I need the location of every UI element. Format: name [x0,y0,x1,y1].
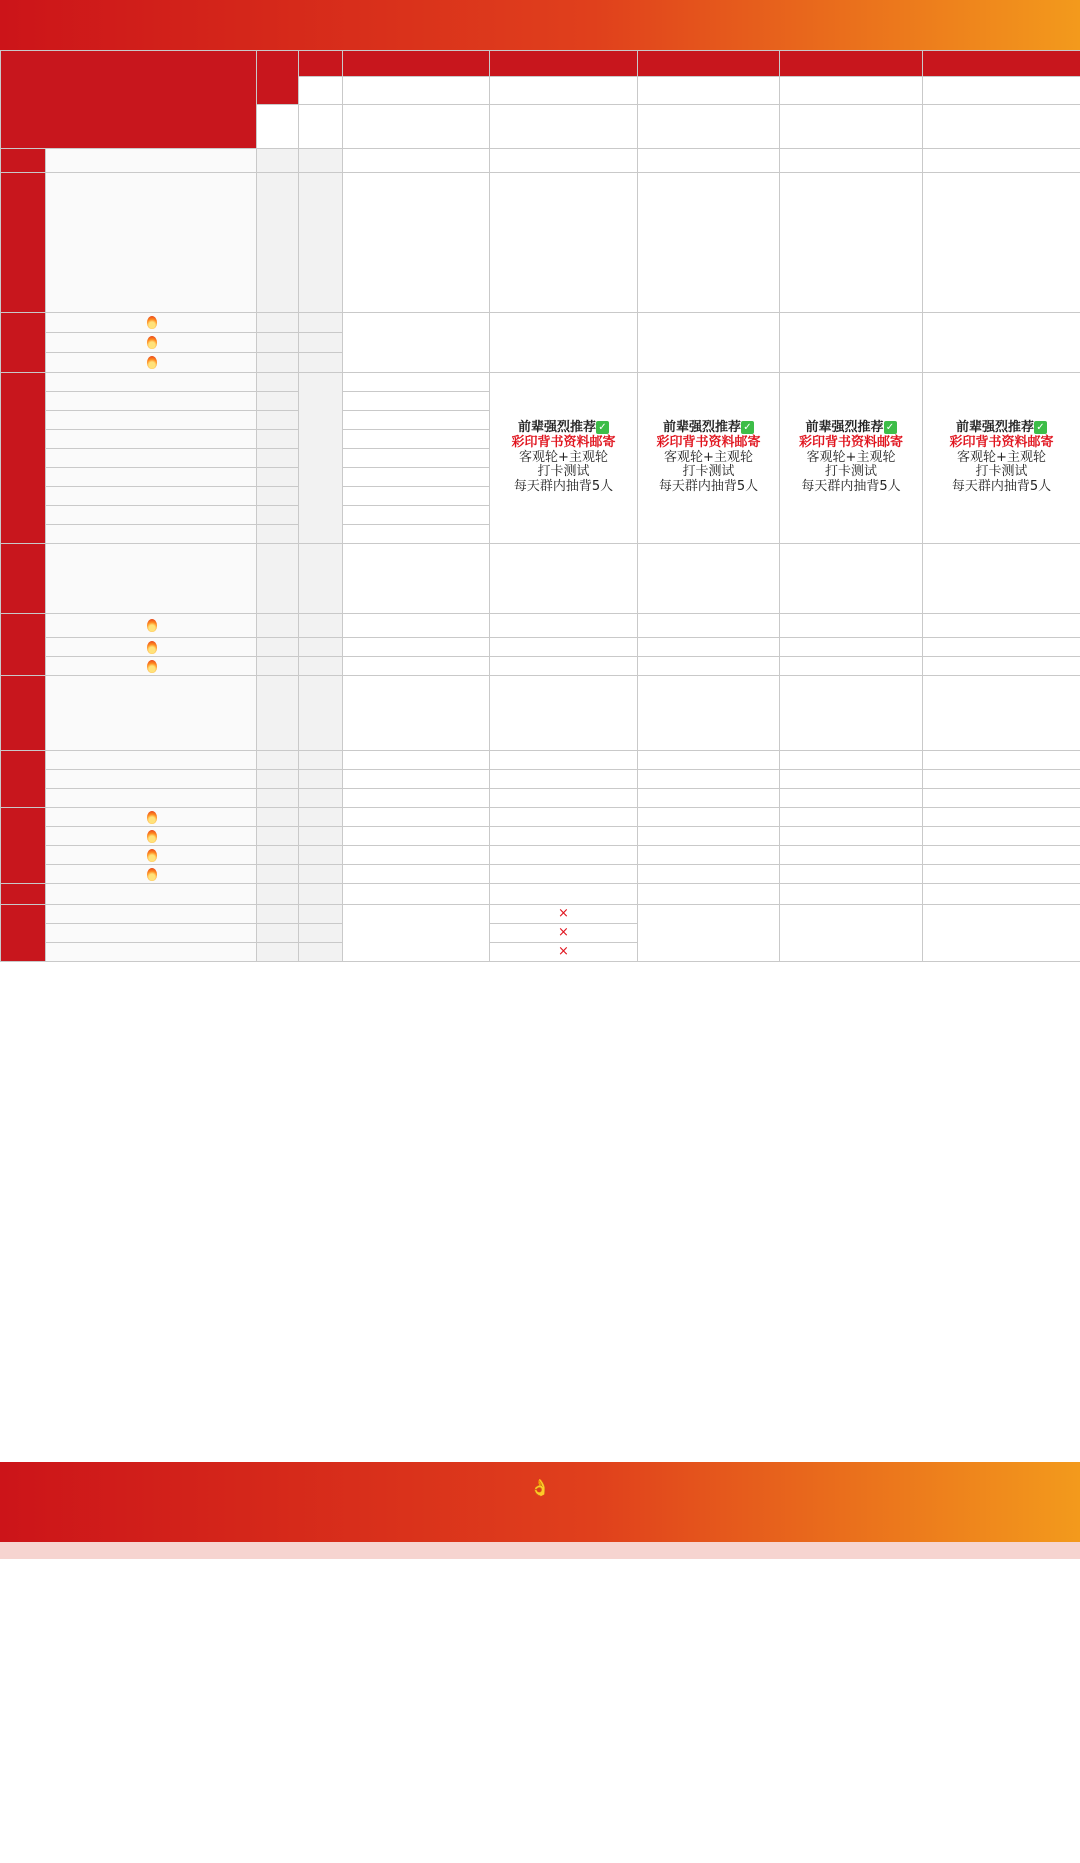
group-label [1,173,46,313]
row-price [257,411,299,430]
mark-cell [343,638,490,657]
row-name [46,676,257,751]
mark-cell [343,525,490,544]
recite-line: 前辈强烈推荐 ✓ [924,421,1079,436]
class-name-1 [343,51,490,77]
mark-cell [780,865,923,884]
row-price [257,430,299,449]
row-name [46,411,257,430]
mark-cell [343,449,490,468]
group-label [1,544,46,614]
mark-cell [638,638,780,657]
row-price [257,770,299,789]
group-label [1,905,46,962]
row-price [257,676,299,751]
recite-line: 客观轮+主观轮 [664,449,753,465]
row-name [46,525,257,544]
table-row [1,865,1080,884]
mark-cell [923,544,1080,614]
row-name [46,657,257,676]
mark-cell [490,884,638,905]
recite-line: 前辈强烈推荐 ✓ [781,421,921,436]
row-name [46,487,257,506]
fire-icon [147,641,157,654]
group-label [1,614,46,676]
recite-cell [780,373,923,544]
row-price [257,149,299,173]
row-name [46,884,257,905]
row-time [299,353,343,373]
table-row [1,149,1080,173]
class-name-3 [638,51,780,77]
fire-icon [147,619,157,632]
mark-cell [343,430,490,449]
mark-cell [923,676,1080,751]
row-price [257,506,299,525]
materials-note-4 [780,905,923,962]
table-row [1,638,1080,657]
row-time [299,789,343,808]
mark-cell [923,770,1080,789]
row-price [257,449,299,468]
mark-cell [343,808,490,827]
row-price [257,313,299,333]
mark-cell [490,751,638,770]
row-time [299,149,343,173]
row-price [257,827,299,846]
mark-cell [490,614,638,638]
mark-cell [923,884,1080,905]
row-time [299,638,343,657]
row-name [46,149,257,173]
class-price-4 [780,77,923,105]
recite-line: 打卡测试 [682,464,735,480]
mark-cell [490,827,638,846]
mark-cell [343,487,490,506]
class-price-3 [638,77,780,105]
row-name [46,373,257,392]
row-name [46,353,257,373]
row-price [257,392,299,411]
mark-cell [780,770,923,789]
row-name [46,943,257,962]
mark-cell [490,638,638,657]
mark-cell [780,676,923,751]
row-time [299,905,343,924]
mark-cell [780,313,923,373]
fire-icon [147,811,157,824]
group-label [1,676,46,751]
group-label [1,808,46,884]
mark-cell [343,846,490,865]
group-label [1,149,46,173]
recite-line: 每天群内抽背5人 [801,479,901,495]
row-name [46,905,257,924]
row-price [257,905,299,924]
table-row [1,846,1080,865]
table-row [1,789,1080,808]
row-name [46,865,257,884]
table-row [1,173,1080,313]
mark-cell [343,506,490,525]
row-price [257,789,299,808]
row-name [46,751,257,770]
row-price [257,657,299,676]
row-price [257,468,299,487]
mark-cell [780,789,923,808]
row-price [257,544,299,614]
mark-cell [923,751,1080,770]
fire-icon [147,849,157,862]
row-time [299,827,343,846]
mark-cell [638,789,780,808]
row-name [46,827,257,846]
row-name [46,614,257,638]
recite-line: 彩印背书资料邮寄 [798,434,903,450]
row-time [299,751,343,770]
mark-cell [343,468,490,487]
mark-cell [343,411,490,430]
mark-cell [638,827,780,846]
mark-cell [780,149,923,173]
fire-icon [147,316,157,329]
mark-cell [343,544,490,614]
recite-line: 彩印背书资料邮寄 [511,434,616,450]
row-name [46,449,257,468]
mark-cell [780,638,923,657]
mark-cell [343,884,490,905]
row-price [257,353,299,373]
row-price [257,638,299,657]
group-label [1,373,46,544]
mark-cell [343,373,490,392]
row-time [299,808,343,827]
row-name [46,313,257,333]
recite-cell [923,373,1080,544]
recite-line: 彩印背书资料邮寄 [949,434,1054,450]
class-name-4 [780,51,923,77]
row-time [299,924,343,943]
recite-line: 彩印背书资料邮寄 [656,434,761,450]
mark-cell [490,676,638,751]
mark-cell [923,846,1080,865]
fire-icon [147,830,157,843]
row-time [299,676,343,751]
mark-cell [923,657,1080,676]
check-icon: ✓ [884,421,897,434]
mark-cell [490,865,638,884]
fire-icon [147,660,157,673]
mark-cell [923,789,1080,808]
row-time [299,544,343,614]
row-name [46,333,257,353]
class-desc-3 [638,105,780,149]
row-price [257,333,299,353]
row-name [46,770,257,789]
mark-cell [780,614,923,638]
mark-cell [638,770,780,789]
mark-cell [923,313,1080,373]
mark-cell [923,149,1080,173]
mark-cell [343,657,490,676]
mark-cell [343,789,490,808]
mark-cell [638,614,780,638]
check-icon: ✓ [596,421,609,434]
class-desc-1 [343,105,490,149]
mark-cell [780,884,923,905]
row-price [257,924,299,943]
recite-line: 客观轮+主观轮 [806,449,896,465]
mark-cell [923,614,1080,638]
recite-line: 每天群内抽背5人 [658,479,759,495]
mark-cell [490,846,638,865]
mark-cell [780,657,923,676]
mark-cell [638,657,780,676]
row-price [257,525,299,544]
row-price [257,751,299,770]
mark-cell [490,808,638,827]
mark-cell [343,676,490,751]
row-time [299,865,343,884]
recite-line: 打卡测试 [537,464,590,480]
group-label [1,884,46,905]
class-name-2 [490,51,638,77]
table-row [1,614,1080,638]
class-desc-2 [490,105,638,149]
check-icon: ✓ [741,421,754,434]
cross-cell: × [490,943,638,962]
mark-cell [638,149,780,173]
mark-cell [638,846,780,865]
recite-cell [490,373,638,544]
table-row [1,770,1080,789]
mark-cell [343,865,490,884]
mark-cell [923,827,1080,846]
fire-icon [147,336,157,349]
row-time [299,846,343,865]
group-label [1,751,46,808]
recite-line: 前辈强烈推荐 ✓ [491,421,636,436]
row-name [46,924,257,943]
row-name [46,468,257,487]
row-time [299,373,343,544]
row-time [299,333,343,353]
row-time [299,614,343,638]
mark-cell [343,770,490,789]
row-price [257,614,299,638]
recite-line: 客观轮+主观轮 [957,449,1046,465]
vip-note [0,1542,1080,1559]
row-price [257,865,299,884]
vip-banner [0,1462,1080,1542]
mark-cell [923,808,1080,827]
table-row [1,373,1080,392]
mark-cell [780,544,923,614]
mark-cell [343,313,490,373]
table-row [1,313,1080,333]
recite-line: 打卡测试 [975,464,1028,480]
row-time [299,173,343,313]
fire-icon [147,868,157,881]
class-price-2 [490,77,638,105]
row-time [299,884,343,905]
mark-cell [638,751,780,770]
mark-cell [780,846,923,865]
row-time [299,943,343,962]
class-header [0,50,1080,149]
mark-cell [923,173,1080,313]
row-price [257,846,299,865]
vip-subtitle [0,1478,1080,1497]
row-name [46,430,257,449]
class-price-1 [343,77,490,105]
mark-cell [343,614,490,638]
class-price-5 [923,77,1080,105]
row-name [46,544,257,614]
mark-cell [780,173,923,313]
row-time [299,313,343,333]
mark-cell [638,676,780,751]
table-row [1,676,1080,751]
materials-note-1 [343,905,490,962]
table-row [1,905,1080,924]
class-name-5 [923,51,1080,77]
check-icon: ✓ [1034,421,1047,434]
mark-cell [638,173,780,313]
recite-line: 客观轮+主观轮 [519,449,608,465]
mark-cell [343,392,490,411]
table-row [1,884,1080,905]
table-row [1,808,1080,827]
mark-cell [490,173,638,313]
cross-cell: × [490,924,638,943]
recite-cell [638,373,780,544]
time-label [299,51,343,77]
fire-icon [147,356,157,369]
mark-cell [343,149,490,173]
mark-cell [490,657,638,676]
row-time [299,657,343,676]
mark-cell [343,751,490,770]
recite-line: 前辈强烈推荐 ✓ [639,421,778,436]
recite-line: 打卡测试 [824,464,877,480]
mark-cell [490,789,638,808]
mark-cell [490,770,638,789]
row-price [257,173,299,313]
materials-note-3 [638,905,780,962]
materials-note-5 [923,905,1080,962]
course-table [0,148,1080,962]
table-row [1,827,1080,846]
mark-cell [638,865,780,884]
row-name [46,506,257,525]
table-row [1,657,1080,676]
mark-cell [343,827,490,846]
mark-cell [638,808,780,827]
title-banner [0,0,1080,50]
table-row [1,544,1080,614]
recite-line: 每天群内抽背5人 [513,479,614,495]
row-name [46,173,257,313]
mark-cell [490,544,638,614]
row-time [299,770,343,789]
mark-cell [638,544,780,614]
ok-hand-icon: 👌 [530,1478,550,1497]
mark-cell [923,638,1080,657]
mark-cell [490,313,638,373]
class-desc-5 [923,105,1080,149]
row-name [46,392,257,411]
mark-cell [780,808,923,827]
row-price [257,487,299,506]
row-price [257,943,299,962]
row-price [257,373,299,392]
price-label [257,51,299,105]
row-name [46,846,257,865]
row-name [46,638,257,657]
mark-cell [638,884,780,905]
mark-cell [780,751,923,770]
row-name [46,808,257,827]
mark-cell [490,149,638,173]
cross-cell: × [490,905,638,924]
row-price [257,884,299,905]
mark-cell [343,173,490,313]
class-type-label [1,51,257,149]
recite-line: 每天群内抽背5人 [951,479,1052,495]
vip-title [0,1462,1080,1472]
table-row [1,751,1080,770]
row-name [46,789,257,808]
class-desc-4 [780,105,923,149]
row-price [257,808,299,827]
group-label [1,313,46,373]
mark-cell [923,865,1080,884]
mark-cell [780,827,923,846]
mark-cell [638,313,780,373]
